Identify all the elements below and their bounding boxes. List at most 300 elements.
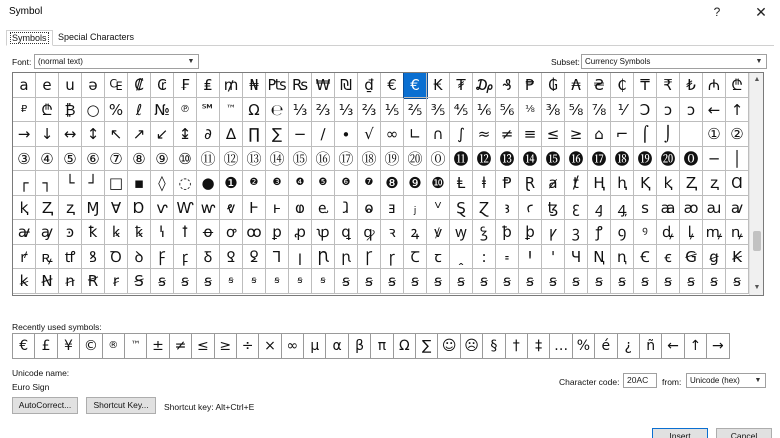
symbol-cell[interactable]: √ [358, 122, 381, 147]
symbol-cell[interactable]: ▪ [128, 171, 151, 196]
symbol-cell[interactable]: Ꝼ [151, 245, 174, 270]
symbol-cell[interactable]: ꜥ [519, 196, 542, 221]
recent-symbol[interactable]: ≥ [214, 333, 237, 359]
symbol-cell-selected[interactable]: € [404, 73, 427, 98]
symbol-cell[interactable]: ₩ [312, 73, 335, 98]
symbol-cell[interactable]: ⑭ [266, 147, 289, 172]
symbol-cell[interactable]: Ꞓ [634, 245, 657, 270]
symbol-cell[interactable]: ○ [82, 98, 105, 123]
symbol-cell[interactable]: ꞈ [450, 245, 473, 270]
symbol-cell[interactable]: ꝕ [312, 220, 335, 245]
recent-symbol[interactable]: β [348, 333, 371, 359]
symbol-cell[interactable]: ꞩ [220, 269, 243, 294]
recent-symbol[interactable]: ≠ [169, 333, 192, 359]
symbol-cell[interactable]: Ⱨ [588, 171, 611, 196]
symbol-cell[interactable]: Ꞑ [588, 245, 611, 270]
symbol-cell[interactable]: ⌡ [657, 122, 680, 147]
symbol-cell[interactable]: ⓳ [634, 147, 657, 172]
symbol-cell[interactable]: ⑮ [289, 147, 312, 172]
symbol-cell[interactable]: ꝁ [82, 220, 105, 245]
recent-symbol[interactable]: ↑ [684, 333, 707, 359]
symbol-cell[interactable]: Ꞁ [266, 245, 289, 270]
symbol-cell[interactable]: ₭ [427, 73, 450, 98]
symbol-cell[interactable]: ❼ [358, 171, 381, 196]
symbol-cell[interactable]: ─ [703, 147, 726, 172]
symbol-cell[interactable]: ↑ [726, 98, 749, 123]
symbol-cell[interactable]: ◊ [151, 171, 174, 196]
symbol-cell[interactable]: ꞩ [588, 269, 611, 294]
recent-symbol[interactable]: ← [661, 333, 684, 359]
symbol-cell[interactable]: ꝰ [634, 220, 657, 245]
symbol-cell[interactable]: ← [703, 98, 726, 123]
character-code-input[interactable]: 20AC [623, 373, 657, 388]
recent-symbol[interactable]: → [706, 333, 729, 359]
recent-symbol[interactable]: ® [102, 333, 125, 359]
symbol-cell[interactable]: ꝛ [381, 220, 404, 245]
symbol-cell[interactable]: ⱴ [220, 196, 243, 221]
symbol-cell[interactable]: ⑯ [312, 147, 335, 172]
symbol-cell[interactable]: ₺ [680, 73, 703, 98]
symbol-cell[interactable]: ⅟ [611, 98, 634, 123]
symbol-cell[interactable]: Ꞌ [519, 245, 542, 270]
symbol-cell[interactable]: ⑳ [404, 147, 427, 172]
symbol-cell[interactable]: ℗ [174, 98, 197, 123]
symbol-cell[interactable]: № [151, 98, 174, 123]
symbol-cell[interactable]: Ꞇ [404, 245, 427, 270]
symbol-cell[interactable]: Ɐ [105, 196, 128, 221]
recent-symbol[interactable]: ¥ [57, 333, 80, 359]
symbol-cell[interactable]: ⱶ [266, 196, 289, 221]
symbol-cell[interactable]: Ⱡ [450, 171, 473, 196]
symbol-cell[interactable]: ꞩ [427, 269, 450, 294]
symbol-cell[interactable]: ꞩ [358, 269, 381, 294]
recent-symbol[interactable]: … [549, 333, 572, 359]
symbol-cell[interactable]: % [105, 98, 128, 123]
insert-button[interactable]: Insert [652, 428, 708, 438]
symbol-cell[interactable]: ꝳ [703, 220, 726, 245]
symbol-cell[interactable]: ₴ [588, 73, 611, 98]
symbol-cell[interactable]: ꜫ [565, 196, 588, 221]
symbol-cell[interactable]: ꞓ [657, 245, 680, 270]
subset-select[interactable] [581, 54, 767, 69]
symbol-cell[interactable]: ₾ [726, 73, 749, 98]
font-select[interactable] [34, 54, 199, 69]
symbol-cell[interactable] [680, 122, 703, 147]
symbol-cell[interactable]: ⅗ [427, 98, 450, 123]
symbol-cell[interactable]: ꜵ [680, 196, 703, 221]
symbol-cell[interactable]: Ȿ [450, 196, 473, 221]
symbol-cell[interactable]: ꝵ [13, 245, 36, 270]
symbol-cell[interactable]: ꞧ [105, 269, 128, 294]
recent-symbol[interactable]: ± [146, 333, 169, 359]
symbol-cell[interactable]: ꞩ [634, 269, 657, 294]
symbol-cell[interactable]: ꞩ [266, 269, 289, 294]
symbol-cell[interactable]: ꜽ [36, 220, 59, 245]
symbol-cell[interactable]: ₽ [13, 98, 36, 123]
symbol-cell[interactable]: ⑬ [243, 147, 266, 172]
symbol-cell[interactable]: Ω [243, 98, 266, 123]
symbol-cell[interactable]: ⓬ [473, 147, 496, 172]
symbol-cell[interactable]: ꞩ [726, 269, 749, 294]
symbol-cell[interactable]: ₦ [243, 73, 266, 98]
symbol-cell[interactable]: ⑩ [174, 147, 197, 172]
symbol-cell[interactable]: ꞩ [680, 269, 703, 294]
symbol-cell[interactable]: Ⱪ [634, 171, 657, 196]
symbol-cell[interactable]: ꜭ [588, 196, 611, 221]
symbol-cell[interactable]: ℠ [197, 98, 220, 123]
recent-symbol[interactable]: % [572, 333, 595, 359]
symbol-cell[interactable]: ⱽ [427, 196, 450, 221]
symbol-cell[interactable]: ① [703, 122, 726, 147]
scroll-down-icon[interactable]: ▼ [753, 284, 761, 291]
symbol-cell[interactable]: ꜷ [703, 196, 726, 221]
symbol-cell[interactable]: ↖ [105, 122, 128, 147]
symbol-cell[interactable]: ⱱ [151, 196, 174, 221]
symbol-cell[interactable]: ꝅ [128, 220, 151, 245]
symbol-cell[interactable]: ⱬ [703, 171, 726, 196]
symbol-cell[interactable]: ⓴ [657, 147, 680, 172]
recent-symbol[interactable]: § [482, 333, 505, 359]
symbol-cell[interactable]: ≠ [496, 122, 519, 147]
symbol-cell[interactable]: ⌐ [611, 122, 634, 147]
symbol-cell[interactable]: Ⱳ [174, 196, 197, 221]
symbol-cell[interactable]: ⅕ [381, 98, 404, 123]
symbol-cell[interactable]: ③ [13, 147, 36, 172]
symbol-cell[interactable]: ⓰ [565, 147, 588, 172]
symbol-cell[interactable]: ⑥ [82, 147, 105, 172]
symbol-cell[interactable]: ❷ [243, 171, 266, 196]
symbol-cell[interactable]: ꝺ [128, 245, 151, 270]
symbol-cell[interactable]: ꜹ [726, 196, 749, 221]
recent-symbol[interactable]: é [594, 333, 617, 359]
symbol-cell[interactable]: ꞩ [312, 269, 335, 294]
symbol-cell[interactable]: ❶ [220, 171, 243, 196]
symbol-cell[interactable]: ꞩ [450, 269, 473, 294]
symbol-cell[interactable]: ℓ [128, 98, 151, 123]
symbol-cell[interactable]: Ɒ [128, 196, 151, 221]
symbol-cell[interactable]: ⱼ [404, 196, 427, 221]
symbol-cell[interactable]: ┘ [82, 171, 105, 196]
symbol-cell[interactable]: ₯ [473, 73, 496, 98]
symbol-cell[interactable]: ∩ [427, 122, 450, 147]
symbol-cell[interactable]: ⅔ [358, 98, 381, 123]
symbol-cell[interactable]: ◌ [174, 171, 197, 196]
symbol-cell[interactable]: └ [59, 171, 82, 196]
symbol-cell[interactable]: e [36, 73, 59, 98]
symbol-cell[interactable]: ꜿ [59, 220, 82, 245]
symbol-cell[interactable]: ● [197, 171, 220, 196]
symbol-cell[interactable]: ≡ [519, 122, 542, 147]
recent-symbol[interactable]: ÷ [236, 333, 259, 359]
recent-symbol[interactable]: ∞ [281, 333, 304, 359]
symbol-cell[interactable]: ⌂ [588, 122, 611, 147]
symbol-cell[interactable]: ⱬ [59, 196, 82, 221]
symbol-cell[interactable]: − [289, 122, 312, 147]
symbol-cell[interactable]: ↔ [59, 122, 82, 147]
symbol-cell[interactable]: ꞣ [13, 269, 36, 294]
symbol-cell[interactable]: ≈ [473, 122, 496, 147]
symbol-cell[interactable]: ꞊ [496, 245, 519, 270]
symbol-cell[interactable]: ꞅ [381, 245, 404, 270]
symbol-cell[interactable]: ∞ [381, 122, 404, 147]
symbol-cell[interactable]: Ꞡ [680, 245, 703, 270]
symbol-cell[interactable]: ꝝ [404, 220, 427, 245]
symbol-cell[interactable]: ₪ [335, 73, 358, 98]
symbol-cell[interactable]: ⓮ [519, 147, 542, 172]
symbol-cell[interactable]: ₸ [634, 73, 657, 98]
symbol-cell[interactable]: Ᵽ [496, 171, 519, 196]
grid-scrollbar[interactable] [749, 73, 763, 295]
recent-symbol[interactable]: ñ [639, 333, 662, 359]
symbol-cell[interactable]: ꞉ [473, 245, 496, 270]
symbol-cell[interactable]: ≤ [542, 122, 565, 147]
symbol-cell[interactable]: ꞩ [197, 269, 220, 294]
help-button[interactable]: ? [713, 5, 721, 19]
symbol-cell[interactable]: ⱦ [565, 171, 588, 196]
symbol-cell[interactable]: Ɱ [82, 196, 105, 221]
symbol-cell[interactable]: Ⱬ [680, 171, 703, 196]
scroll-up-icon[interactable]: ▲ [753, 76, 761, 83]
symbol-cell[interactable]: ⑧ [128, 147, 151, 172]
symbol-cell[interactable]: ꞡ [703, 245, 726, 270]
symbol-cell[interactable]: ₠ [105, 73, 128, 98]
symbol-cell[interactable]: Ꞣ [726, 245, 749, 270]
symbol-cell[interactable]: ₱ [519, 73, 542, 98]
symbol-cell[interactable]: ꝏ [243, 220, 266, 245]
symbol-cell[interactable]: ꝡ [450, 220, 473, 245]
symbol-cell[interactable]: ⓪ [427, 147, 450, 172]
symbol-cell[interactable]: ₲ [542, 73, 565, 98]
symbol-cell[interactable]: Ꞥ [36, 269, 59, 294]
symbol-cell[interactable]: ₾ [36, 98, 59, 123]
symbol-cell[interactable]: ⅚ [496, 98, 519, 123]
symbol-cell[interactable]: ꝲ [680, 220, 703, 245]
recent-symbol[interactable]: ¿ [617, 333, 640, 359]
symbol-cell[interactable]: ꝧ [519, 220, 542, 245]
cancel-button[interactable]: Cancel [716, 428, 772, 438]
symbol-cell[interactable]: ⱪ [657, 171, 680, 196]
symbol-cell[interactable]: ⱳ [197, 196, 220, 221]
symbol-cell[interactable]: ꞩ [703, 269, 726, 294]
recent-symbol[interactable]: ‡ [527, 333, 550, 359]
recent-symbol[interactable]: £ [34, 333, 57, 359]
symbol-cell[interactable]: ⓿ [680, 147, 703, 172]
symbol-cell[interactable]: ⑫ [220, 147, 243, 172]
symbol-cell[interactable]: ⱪ [13, 196, 36, 221]
symbol-cell[interactable]: ⱸ [312, 196, 335, 221]
symbol-cell[interactable]: ↄ [657, 98, 680, 123]
symbol-cell[interactable]: ↄ [680, 98, 703, 123]
symbol-cell[interactable]: ⅓ [335, 98, 358, 123]
symbol-cell[interactable]: ↙ [151, 122, 174, 147]
symbol-cell[interactable]: ꞩ [174, 269, 197, 294]
recent-symbol[interactable]: © [79, 333, 102, 359]
symbol-cell[interactable]: ④ [36, 147, 59, 172]
symbol-cell[interactable]: Ɀ [473, 196, 496, 221]
symbol-cell[interactable]: ┌ [13, 171, 36, 196]
symbol-cell[interactable]: ⑨ [151, 147, 174, 172]
symbol-cell[interactable]: → [13, 122, 36, 147]
symbol-cell[interactable]: ⌠ [634, 122, 657, 147]
recent-symbol[interactable]: ∑ [415, 333, 438, 359]
symbol-cell[interactable]: ⅙ [473, 98, 496, 123]
symbol-cell[interactable]: ꝫ [565, 220, 588, 245]
symbol-cell[interactable]: u [59, 73, 82, 98]
symbol-cell[interactable]: ⱡ [473, 171, 496, 196]
symbol-cell[interactable]: ꝷ [59, 245, 82, 270]
symbol-cell[interactable]: ₹ [657, 73, 680, 98]
symbol-cell[interactable]: ꜻ [13, 220, 36, 245]
symbol-cell[interactable]: ∑ [266, 122, 289, 147]
symbol-cell[interactable]: ꝿ [243, 245, 266, 270]
symbol-cell[interactable]: ꜯ [611, 196, 634, 221]
symbol-cell[interactable]: ≥ [565, 122, 588, 147]
symbol-cell[interactable]: ⑦ [105, 147, 128, 172]
symbol-cell[interactable]: ꝣ [473, 220, 496, 245]
symbol-cell[interactable]: ꞩ [519, 269, 542, 294]
symbol-cell[interactable]: ꞩ [289, 269, 312, 294]
symbol-cell[interactable]: Ɽ [519, 171, 542, 196]
symbol-cell[interactable]: ⅛ [519, 98, 542, 123]
symbol-cell[interactable]: ꜣ [496, 196, 519, 221]
symbol-cell[interactable]: ꞩ [381, 269, 404, 294]
symbol-cell[interactable]: ꝭ [588, 220, 611, 245]
symbol-cell[interactable]: Ꞩ [128, 269, 151, 294]
symbol-cell[interactable]: ꞑ [611, 245, 634, 270]
recent-symbol[interactable]: ≤ [191, 333, 214, 359]
symbol-cell[interactable]: ₿ [59, 98, 82, 123]
symbol-cell[interactable]: ꝙ [358, 220, 381, 245]
symbol-cell[interactable]: ₨ [289, 73, 312, 98]
symbol-cell[interactable]: ꞩ [335, 269, 358, 294]
symbol-cell[interactable]: ™ [220, 98, 243, 123]
symbol-cell[interactable]: ₧ [266, 73, 289, 98]
symbol-cell[interactable]: Ꞃ [312, 245, 335, 270]
symbol-cell[interactable]: ❿ [427, 171, 450, 196]
symbol-cell[interactable]: ꞩ [542, 269, 565, 294]
symbol-cell[interactable]: a [13, 73, 36, 98]
symbol-cell[interactable]: Ↄ [634, 98, 657, 123]
symbol-cell[interactable]: Ᵹ [197, 245, 220, 270]
symbol-cell[interactable]: ⑤ [59, 147, 82, 172]
recent-symbol[interactable]: † [505, 333, 528, 359]
recent-symbol[interactable]: Ω [393, 333, 416, 359]
symbol-cell[interactable]: ꝑ [266, 220, 289, 245]
symbol-cell[interactable]: ↨ [174, 122, 197, 147]
recent-symbol[interactable]: € [12, 333, 35, 359]
symbol-cell[interactable]: ꝸ [82, 245, 105, 270]
symbol-cell[interactable]: ❾ [404, 171, 427, 196]
symbol-cell[interactable]: ⅝ [565, 98, 588, 123]
symbol-cell[interactable]: ꞁ [289, 245, 312, 270]
symbol-cell[interactable]: ② [726, 122, 749, 147]
symbol-cell[interactable]: ∫ [450, 122, 473, 147]
symbol-cell[interactable]: ꝃ [105, 220, 128, 245]
symbol-cell[interactable]: ❻ [335, 171, 358, 196]
symbol-cell[interactable]: ꞩ [404, 269, 427, 294]
tab-symbols[interactable] [6, 30, 53, 46]
symbol-cell[interactable]: Ⱬ [36, 196, 59, 221]
symbol-cell[interactable]: ∆ [220, 122, 243, 147]
symbol-cell[interactable]: ∂ [197, 122, 220, 147]
symbol-cell[interactable]: ₥ [220, 73, 243, 98]
autocorrect-button[interactable]: AutoCorrect... [12, 397, 78, 414]
symbol-cell[interactable]: ə [82, 73, 105, 98]
symbol-cell[interactable]: Ꞅ [358, 245, 381, 270]
symbol-cell[interactable]: □ [105, 171, 128, 196]
symbol-cell[interactable]: ₢ [151, 73, 174, 98]
recent-symbol[interactable]: π [370, 333, 393, 359]
symbol-cell[interactable]: ꞃ [335, 245, 358, 270]
symbol-cell[interactable]: ℮ [266, 98, 289, 123]
symbol-cell[interactable]: ₮ [450, 73, 473, 98]
symbol-cell[interactable]: ⅓ [289, 98, 312, 123]
symbol-grid[interactable] [13, 73, 749, 294]
symbol-cell[interactable]: ꝉ [174, 220, 197, 245]
symbol-cell[interactable]: ₤ [197, 73, 220, 98]
symbol-cell[interactable]: ꝇ [151, 220, 174, 245]
symbol-cell[interactable]: ❸ [266, 171, 289, 196]
symbol-cell[interactable]: ꝥ [496, 220, 519, 245]
recent-symbol[interactable]: µ [303, 333, 326, 359]
symbol-cell[interactable]: ꝼ [174, 245, 197, 270]
symbol-cell[interactable]: ∕ [312, 122, 335, 147]
symbol-cell[interactable]: ⑪ [197, 147, 220, 172]
from-select[interactable] [686, 373, 766, 388]
symbol-cell[interactable]: ꞩ [243, 269, 266, 294]
symbol-cell[interactable]: │ [726, 147, 749, 172]
symbol-cell[interactable]: ꝯ [611, 220, 634, 245]
symbol-cell[interactable]: ⅞ [588, 98, 611, 123]
symbol-cell[interactable]: ₡ [128, 73, 151, 98]
symbol-cell[interactable]: ⱺ [358, 196, 381, 221]
symbol-cell[interactable]: ⱥ [542, 171, 565, 196]
recent-symbol[interactable]: ™ [124, 333, 147, 359]
symbol-cell[interactable]: ⓯ [542, 147, 565, 172]
symbol-cell[interactable]: ꝋ [197, 220, 220, 245]
symbol-cell[interactable]: € [381, 73, 404, 98]
symbol-cell[interactable]: Ɑ [726, 171, 749, 196]
symbol-cell[interactable]: ꝟ [427, 220, 450, 245]
symbol-cell[interactable]: ꞩ [565, 269, 588, 294]
symbol-cell[interactable]: ❹ [289, 171, 312, 196]
symbol-cell[interactable]: Ⱶ [243, 196, 266, 221]
symbol-cell[interactable]: ₰ [496, 73, 519, 98]
symbol-cell[interactable]: ꝶ [36, 245, 59, 270]
symbol-cell[interactable]: ꝱ [657, 220, 680, 245]
symbol-cell[interactable]: ꞇ [427, 245, 450, 270]
symbol-cell[interactable]: ⱹ [335, 196, 358, 221]
symbol-cell[interactable]: ⓫ [450, 147, 473, 172]
symbol-cell[interactable]: ꜳ [657, 196, 680, 221]
symbol-cell[interactable]: ⱷ [289, 196, 312, 221]
symbol-cell[interactable]: ⅖ [404, 98, 427, 123]
symbol-cell[interactable]: ⓱ [588, 147, 611, 172]
symbol-cell[interactable]: ₵ [611, 73, 634, 98]
symbol-cell[interactable]: ↓ [36, 122, 59, 147]
scrollbar-thumb[interactable] [753, 231, 761, 251]
symbol-cell[interactable]: ₣ [174, 73, 197, 98]
symbol-cell[interactable]: Ꝺ [105, 245, 128, 270]
symbol-cell[interactable]: ₳ [565, 73, 588, 98]
symbol-cell[interactable]: ꞩ [473, 269, 496, 294]
symbol-cell[interactable]: Ɥ [565, 245, 588, 270]
symbol-cell[interactable]: ⓲ [611, 147, 634, 172]
symbol-cell[interactable]: ₼ [703, 73, 726, 98]
close-button[interactable]: ✕ [755, 4, 767, 20]
symbol-cell[interactable]: ⱻ [381, 196, 404, 221]
symbol-cell[interactable]: ꞌ [542, 245, 565, 270]
